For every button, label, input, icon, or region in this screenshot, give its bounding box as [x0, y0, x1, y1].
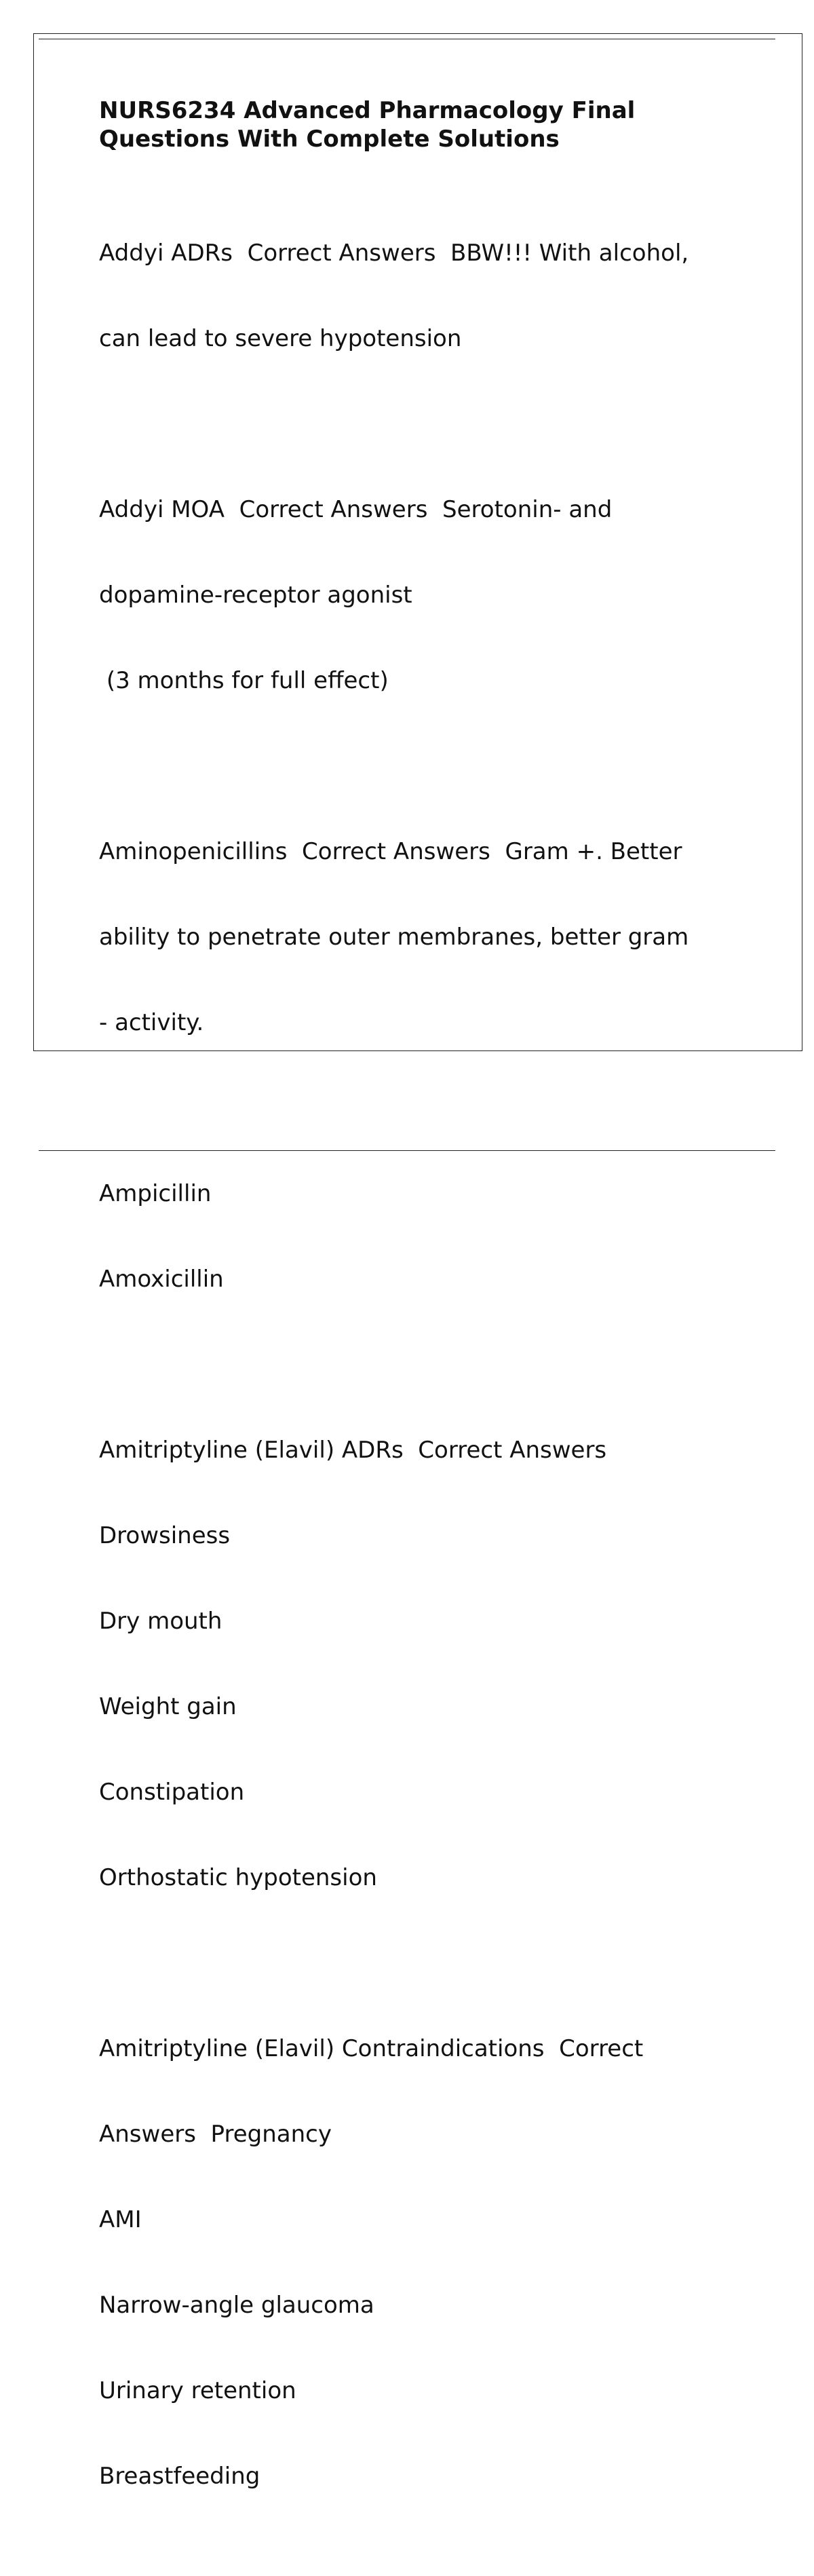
entry-line: ability to penetrate outer membranes, better gram: [99, 924, 689, 951]
entry-line: Aminopenicillins Correct Answers Gram +. Better: [99, 838, 682, 865]
entry-line: Weight gain: [99, 1693, 237, 1720]
title-line-1: NURS6234 Advanced Pharmacology Final: [99, 97, 636, 124]
document-title: [99, 96, 737, 153]
entry-line: Dry mouth: [99, 1608, 222, 1635]
entry-line: Urinary retention: [99, 2377, 296, 2404]
entry-line: dopamine-receptor agonist: [99, 582, 412, 609]
title-line-2: Questions With Complete Solutions: [99, 126, 560, 153]
entry-line: Addyi MOA Correct Answers Serotonin- and: [99, 496, 613, 523]
qa-entry-aminopenicillins: [99, 780, 737, 1094]
entry-line: Narrow-angle glaucoma: [99, 2292, 374, 2319]
entry-line: Answers Pregnancy: [99, 2121, 332, 2148]
qa-entry-addyi-moa: [99, 438, 737, 752]
entry-line: Amitriptyline (Elavil) Contraindications Correct: [99, 2035, 644, 2062]
entry-line: - activity.: [99, 1009, 204, 1036]
entry-line: Breastfeeding: [99, 2463, 260, 2490]
entry-line: Ampicillin: [99, 1180, 212, 1207]
document-body: [99, 96, 737, 2576]
entry-line: AMI: [99, 2206, 142, 2233]
entry-line: Drowsiness: [99, 1522, 231, 1549]
entry-line: Constipation: [99, 1779, 245, 1806]
qa-entry-amitriptyline-adrs: [99, 1379, 737, 1949]
entry-line: Orthostatic hypotension: [99, 1864, 377, 1891]
entry-line: Addyi ADRs Correct Answers BBW!!! With alcohol,: [99, 240, 689, 267]
entry-line: (3 months for full effect): [99, 667, 389, 694]
entry-line: Amitriptyline (Elavil) ADRs Correct Answers: [99, 1437, 607, 1464]
qa-entry-aminopenicillin-examples: [99, 1122, 737, 1350]
qa-entry-addyi-adrs: [99, 182, 737, 410]
entry-line: can lead to severe hypotension: [99, 325, 462, 352]
entry-line: Amoxicillin: [99, 1266, 224, 1293]
qa-entry-amitriptyline-contraindications: [99, 1977, 737, 2547]
